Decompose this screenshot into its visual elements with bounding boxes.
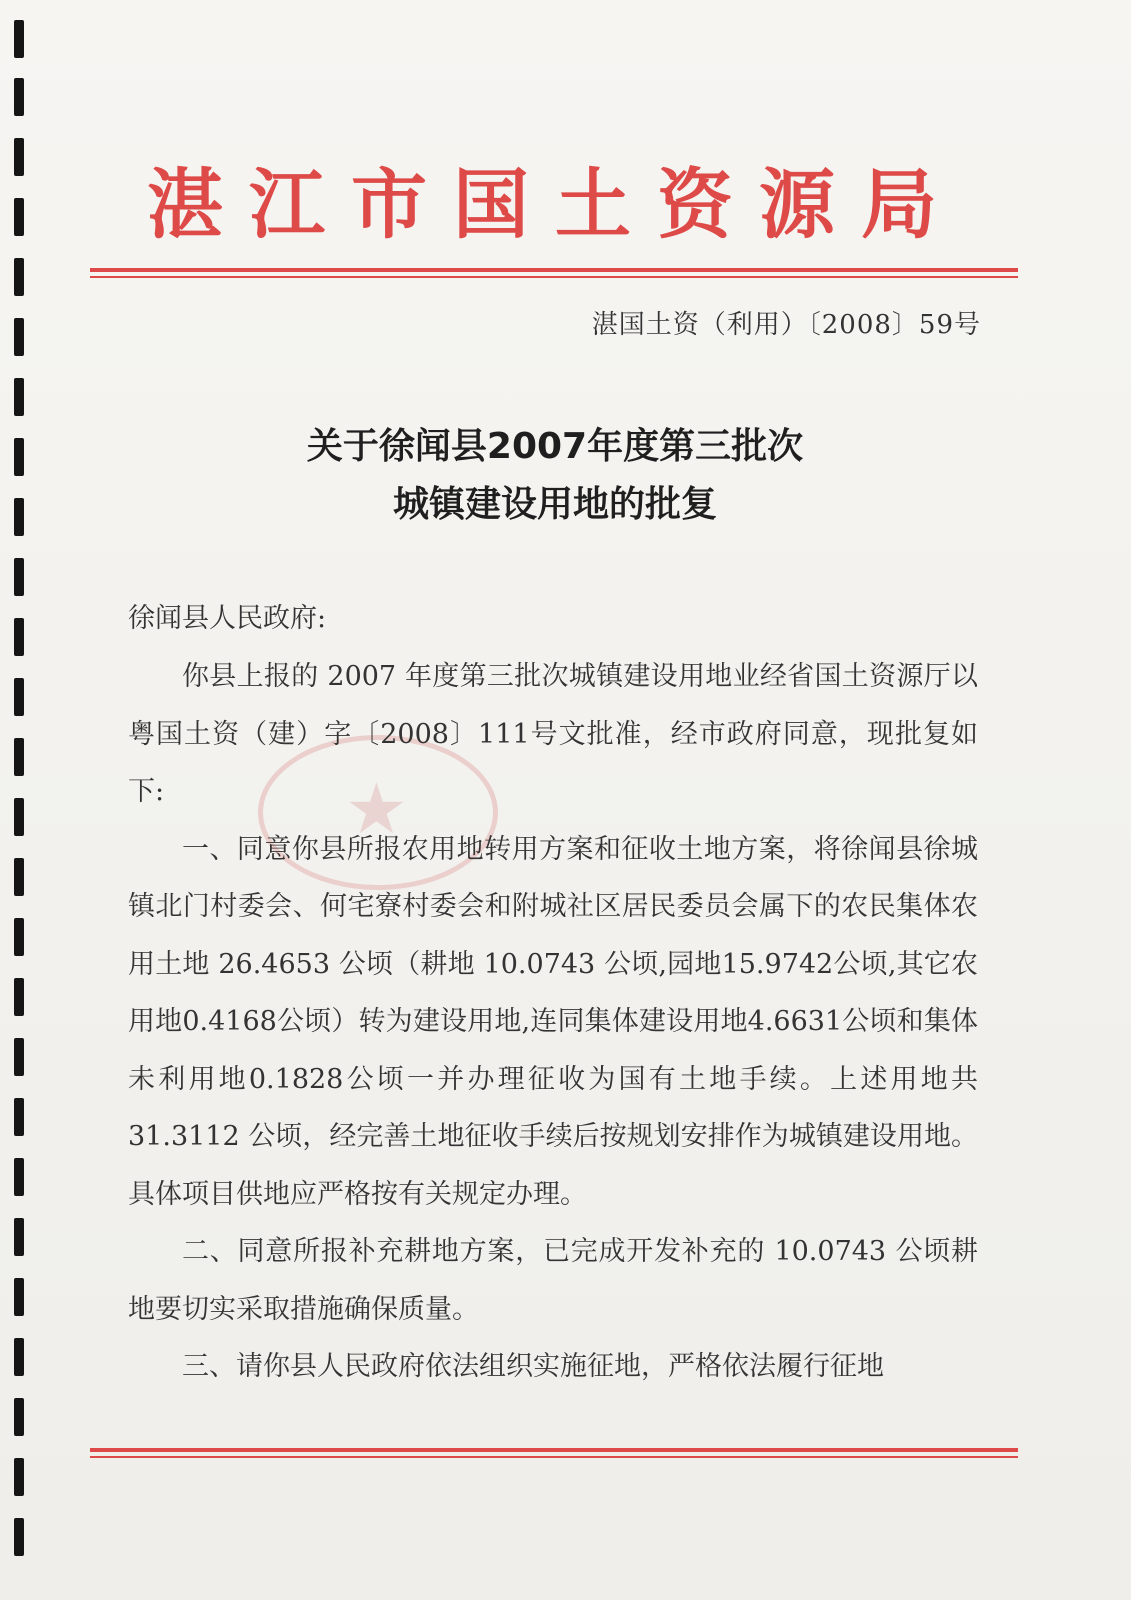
document-title-line2: 城镇建设用地的批复 [392,484,717,525]
body-paragraph-1: 一、同意你县所报农用地转用方案和征收土地方案，将徐闻县徐城镇北门村委会、何宅寮村委会和附城社区居民委员会属下的农民集体农用土地 26.4653 公顷（耕地 10.0743 公顷,园地15.9742公顷,其它农用地0.4168公顷）转为建设用地,连同集体建设用地4.6631公顷和集体未利用地0.1828公顷一并办理征收为国有土地手续。上述用地共 31.3112 公顷，经完善土地征收手续后按规划安排作为城镇建设用地。具体项目供地应严格按有关规定办理。 [128,833,978,1210]
body-paragraph-3: 三、请你县人民政府依法组织实施征地，严格依法履行征地 [182,1351,884,1382]
header-red-rule [90,268,1018,278]
body-paragraph-intro: 你县上报的 2007 年度第三批次城镇建设用地业经省国土资源厅以粤国土资（建）字〔2008〕111号文批准，经市政府同意，现批复如下: [128,661,978,807]
footer-red-rule [90,1448,1018,1458]
document-number: 湛国土资（利用）〔2008〕59号 [591,310,981,340]
seal-star-icon: ★ [345,768,408,850]
binding-holes [14,20,26,1580]
document-title [90,418,1020,534]
document-body [128,648,978,1396]
document-title-line1: 关于徐闻县2007年度第三批次 [306,426,804,467]
salutation: 徐闻县人民政府: [128,603,327,634]
letterhead-title: 湛江市国土资源局 [147,160,963,249]
body-paragraph-2: 二、同意所报补充耕地方案，已完成开发补充的 10.0743 公顷耕地要切实采取措施确保质量。 [128,1236,978,1325]
